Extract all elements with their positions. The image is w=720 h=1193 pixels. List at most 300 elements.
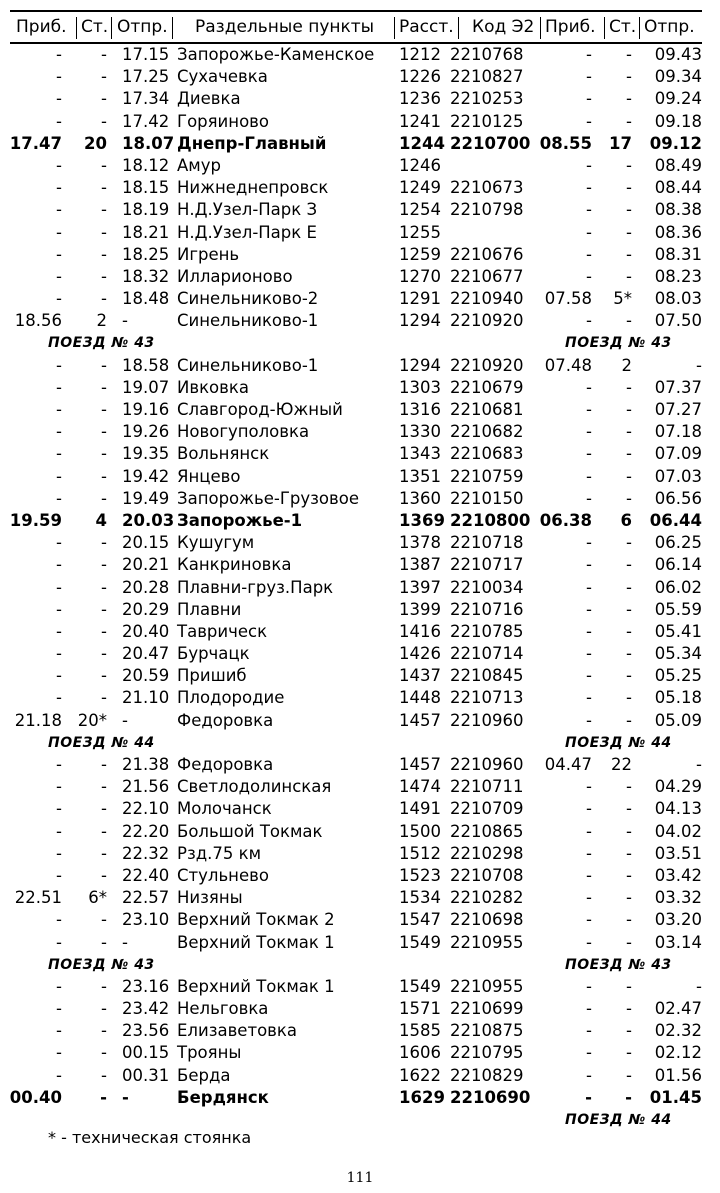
- departure-right-cell: 03.14: [654, 932, 702, 952]
- stop-right-cell: -: [626, 821, 632, 841]
- station-name-cell: Н.Д.Узел-Парк З: [177, 200, 318, 220]
- departure-left-cell: -: [122, 932, 128, 952]
- arrival-right-cell: -: [586, 821, 592, 841]
- header-separator: [111, 17, 112, 39]
- header-code: Код Э2: [472, 17, 535, 37]
- departure-left-cell: 18.19: [122, 200, 170, 220]
- train-number-row: [10, 732, 702, 754]
- arrival-right-cell: -: [586, 400, 592, 419]
- header-departure-left: Отпр.: [117, 17, 168, 37]
- arrival-left-cell: -: [56, 599, 62, 619]
- distance-cell: 1351: [399, 466, 441, 486]
- departure-right-cell: 05.25: [654, 666, 702, 686]
- stop-left-cell: -: [101, 111, 107, 131]
- train-number-right: ПОЕЗД № 44: [565, 1112, 672, 1128]
- station-name-cell: Плодородие: [177, 688, 285, 708]
- station-name-cell: Стульнево: [177, 865, 269, 885]
- esr-code-cell: 2210125: [450, 111, 524, 131]
- arrival-right-cell: -: [586, 932, 592, 952]
- esr-code-cell: 2210709: [450, 799, 524, 819]
- distance-cell: 1291: [399, 289, 441, 309]
- stop-right-cell: 6: [620, 510, 632, 530]
- table-header: [10, 12, 702, 42]
- arrival-left-cell: -: [56, 777, 62, 797]
- station-name-cell: Федоровка: [177, 710, 274, 730]
- distance-cell: 1426: [399, 644, 441, 664]
- stop-left-cell: -: [101, 45, 107, 64]
- departure-right-cell: 08.31: [654, 244, 702, 264]
- arrival-right-cell: -: [586, 999, 592, 1019]
- arrival-left-cell: 19.59: [9, 510, 62, 530]
- departure-right-cell: 09.34: [654, 67, 702, 87]
- distance-cell: 1397: [399, 577, 441, 597]
- departure-left-cell: 21.10: [122, 688, 170, 708]
- departure-left-cell: 17.34: [122, 89, 170, 109]
- header-distance: Расст.: [399, 17, 454, 37]
- departure-right-cell: 09.24: [654, 89, 702, 109]
- stop-right-cell: -: [626, 1065, 632, 1085]
- stop-left-cell: -: [101, 555, 107, 575]
- stop-right-cell: -: [626, 111, 632, 131]
- stop-right-cell: 2: [621, 355, 632, 375]
- header-separator: [394, 17, 395, 39]
- arrival-left-cell: -: [56, 843, 62, 863]
- stop-left-cell: -: [101, 533, 107, 553]
- arrival-left-cell: -: [56, 200, 62, 220]
- distance-cell: 1387: [399, 555, 441, 575]
- stop-right-cell: -: [626, 910, 632, 930]
- stop-left-cell: 20*: [77, 710, 107, 730]
- stop-left-cell: -: [101, 400, 107, 419]
- stop-left-cell: -: [100, 1087, 107, 1107]
- station-name-cell: Рзд.75 км: [177, 843, 262, 863]
- distance-cell: 1369: [399, 510, 445, 530]
- departure-right-cell: -: [696, 755, 702, 774]
- esr-code-cell: 2210718: [450, 533, 524, 553]
- stop-left-cell: 20: [84, 133, 107, 153]
- departure-right-cell: 04.29: [654, 777, 702, 797]
- arrival-right-cell: -: [586, 45, 592, 64]
- arrival-left-cell: -: [56, 377, 62, 397]
- stop-right-cell: -: [626, 67, 632, 87]
- arrival-left-cell: -: [56, 621, 62, 641]
- stop-right-cell: -: [626, 666, 632, 686]
- station-name-cell: Светлодолинская: [177, 777, 332, 797]
- stop-right-cell: -: [626, 377, 632, 397]
- departure-right-cell: 02.47: [654, 999, 702, 1019]
- distance-cell: 1360: [399, 488, 441, 508]
- distance-cell: 1294: [399, 355, 441, 375]
- stop-left-cell: -: [101, 755, 107, 774]
- stop-left-cell: -: [101, 155, 107, 175]
- departure-left-cell: 18.21: [122, 222, 170, 242]
- station-name-cell: Плавни-груз.Парк: [177, 577, 334, 597]
- esr-code-cell: 2210708: [450, 865, 524, 885]
- stop-right-cell: -: [626, 932, 632, 952]
- departure-left-cell: 18.32: [122, 266, 170, 286]
- timetable-row: [10, 1065, 702, 1087]
- esr-code-cell: 2210960: [450, 710, 524, 730]
- distance-cell: 1236: [399, 89, 441, 109]
- departure-left-cell: 23.42: [122, 999, 170, 1019]
- timetable-row: [10, 1042, 702, 1064]
- departure-right-cell: 05.09: [654, 710, 702, 730]
- departure-left-cell: 18.25: [122, 244, 170, 264]
- esr-code-cell: 2210699: [450, 999, 524, 1019]
- timetable-row: [10, 887, 702, 909]
- arrival-left-cell: -: [56, 577, 62, 597]
- stop-left-cell: -: [101, 488, 107, 508]
- arrival-left-cell: -: [56, 266, 62, 286]
- timetable-row: [10, 377, 702, 399]
- arrival-right-cell: -: [586, 466, 592, 486]
- departure-right-cell: 02.12: [654, 1043, 702, 1063]
- arrival-left-cell: -: [56, 999, 62, 1019]
- timetable-row: [10, 909, 702, 931]
- station-name-cell: Большой Токмак: [177, 821, 323, 841]
- esr-code-cell: 2210827: [450, 67, 524, 87]
- distance-cell: 1244: [399, 133, 445, 153]
- stop-left-cell: -: [101, 422, 107, 442]
- departure-right-cell: 08.36: [654, 222, 702, 242]
- esr-code-cell: 2210679: [450, 377, 524, 397]
- arrival-right-cell: -: [586, 155, 592, 175]
- departure-right-cell: 03.42: [654, 865, 702, 885]
- departure-left-cell: 23.10: [122, 910, 170, 930]
- esr-code-cell: 2210920: [450, 355, 524, 375]
- station-name-cell: Молочанск: [177, 799, 272, 819]
- distance-cell: 1629: [399, 1087, 445, 1107]
- arrival-right-cell: -: [586, 777, 592, 797]
- departure-left-cell: 19.16: [122, 400, 170, 419]
- timetable-row: [10, 577, 702, 599]
- stop-right-cell: -: [626, 45, 632, 64]
- arrival-right-cell: -: [586, 843, 592, 863]
- timetable-row: [10, 843, 702, 865]
- departure-right-cell: 05.34: [654, 644, 702, 664]
- distance-cell: 1622: [399, 1065, 441, 1085]
- distance-cell: 1549: [399, 932, 441, 952]
- departure-left-cell: 20.28: [122, 577, 170, 597]
- arrival-left-cell: -: [56, 45, 62, 64]
- arrival-right-cell: -: [586, 644, 592, 664]
- timetable-row: [10, 355, 702, 377]
- esr-code-cell: 2210845: [450, 666, 524, 686]
- departure-right-cell: 03.20: [654, 910, 702, 930]
- header-stop-right: Ст.: [609, 17, 637, 37]
- timetable-row: [10, 1087, 702, 1109]
- station-name-cell: Запорожье-Грузовое: [177, 488, 359, 508]
- arrival-left-cell: -: [56, 910, 62, 930]
- arrival-left-cell: 18.56: [14, 311, 62, 331]
- stop-left-cell: -: [101, 1065, 107, 1085]
- header-arrival-right: Приб.: [545, 17, 596, 37]
- train-number-right: ПОЕЗД № 43: [565, 956, 672, 973]
- distance-cell: 1549: [399, 976, 441, 996]
- arrival-right-cell: -: [586, 666, 592, 686]
- stop-right-cell: -: [626, 865, 632, 885]
- esr-code-cell: 2210683: [450, 444, 524, 464]
- arrival-right-cell: -: [586, 710, 592, 730]
- stop-right-cell: -: [626, 799, 632, 819]
- departure-right-cell: -: [696, 976, 702, 996]
- departure-left-cell: 20.21: [122, 555, 170, 575]
- departure-left-cell: 18.12: [122, 155, 170, 175]
- header-separator: [604, 17, 605, 39]
- timetable-row: [10, 532, 702, 554]
- timetable-row: [10, 199, 702, 221]
- station-name-cell: Канкриновка: [177, 555, 292, 575]
- timetable-row: [10, 865, 702, 887]
- arrival-right-cell: 08.55: [539, 133, 592, 153]
- stop-left-cell: -: [101, 910, 107, 930]
- timetable-row: [10, 155, 702, 177]
- stop-left-cell: -: [101, 1043, 107, 1063]
- arrival-right-cell: -: [586, 444, 592, 464]
- distance-cell: 1500: [399, 821, 441, 841]
- stop-left-cell: 4: [95, 510, 107, 530]
- stop-right-cell: -: [626, 311, 632, 331]
- arrival-left-cell: -: [56, 400, 62, 419]
- stop-right-cell: -: [626, 200, 632, 220]
- header-departure-right: Отпр.: [644, 17, 695, 37]
- arrival-left-cell: -: [56, 1043, 62, 1063]
- stop-left-cell: -: [101, 377, 107, 397]
- stop-left-cell: -: [101, 599, 107, 619]
- timetable-row: [10, 932, 702, 954]
- arrival-right-cell: -: [586, 222, 592, 242]
- arrival-right-cell: -: [586, 266, 592, 286]
- arrival-left-cell: -: [56, 644, 62, 664]
- stop-left-cell: -: [101, 222, 107, 242]
- esr-code-cell: 2210690: [450, 1087, 531, 1107]
- departure-right-cell: 04.13: [654, 799, 702, 819]
- departure-right-cell: 03.32: [654, 888, 702, 908]
- distance-cell: 1212: [399, 45, 441, 64]
- departure-right-cell: 09.18: [654, 111, 702, 131]
- departure-right-cell: 08.23: [654, 266, 702, 286]
- distance-cell: 1316: [399, 400, 441, 419]
- timetable-row: [10, 266, 702, 288]
- distance-cell: 1416: [399, 621, 441, 641]
- departure-right-cell: 01.56: [654, 1065, 702, 1085]
- stop-left-cell: -: [101, 688, 107, 708]
- esr-code-cell: 2210960: [450, 755, 524, 774]
- distance-cell: 1534: [399, 888, 441, 908]
- header-stop-left: Ст.: [81, 17, 109, 37]
- stop-left-cell: -: [101, 999, 107, 1019]
- header-separator: [540, 17, 541, 39]
- esr-code-cell: 2210681: [450, 400, 524, 419]
- esr-code-cell: 2210698: [450, 910, 524, 930]
- footnote: * - техническая стоянка: [48, 1128, 252, 1147]
- timetable-row: [10, 222, 702, 244]
- arrival-right-cell: -: [586, 621, 592, 641]
- departure-right-cell: 08.03: [654, 289, 702, 309]
- timetable-row: [10, 776, 702, 798]
- distance-cell: 1249: [399, 178, 441, 198]
- stop-right-cell: -: [626, 599, 632, 619]
- timetable-row: [10, 310, 702, 332]
- departure-left-cell: 19.49: [122, 488, 170, 508]
- departure-left-cell: 22.40: [122, 865, 170, 885]
- arrival-right-cell: -: [586, 244, 592, 264]
- distance-cell: 1474: [399, 777, 441, 797]
- arrival-left-cell: -: [56, 932, 62, 952]
- station-name-cell: Диевка: [177, 89, 241, 109]
- stop-left-cell: -: [101, 621, 107, 641]
- arrival-right-cell: 04.47: [544, 755, 592, 774]
- timetable-row: [10, 976, 702, 998]
- train-number-left: ПОЕЗД № 43: [48, 335, 155, 352]
- distance-cell: 1303: [399, 377, 441, 397]
- arrival-left-cell: -: [56, 555, 62, 575]
- arrival-left-cell: -: [56, 688, 62, 708]
- arrival-left-cell: -: [56, 821, 62, 841]
- arrival-left-cell: 17.47: [9, 133, 62, 153]
- departure-left-cell: 18.48: [122, 289, 170, 309]
- stop-left-cell: -: [101, 932, 107, 952]
- departure-right-cell: 08.49: [654, 155, 702, 175]
- station-name-cell: Н.Д.Узел-Парк Е: [177, 222, 317, 242]
- timetable-row: [10, 554, 702, 576]
- station-name-cell: Ивковка: [177, 377, 249, 397]
- arrival-left-cell: -: [56, 155, 62, 175]
- departure-left-cell: 20.15: [122, 533, 170, 553]
- arrival-right-cell: -: [586, 1065, 592, 1085]
- stop-right-cell: -: [626, 999, 632, 1019]
- arrival-right-cell: -: [586, 533, 592, 553]
- departure-right-cell: 07.37: [654, 377, 702, 397]
- stop-right-cell: -: [626, 400, 632, 419]
- station-name-cell: Новогуполовка: [177, 422, 310, 442]
- timetable-row: [10, 88, 702, 110]
- stop-right-cell: -: [626, 577, 632, 597]
- arrival-right-cell: -: [586, 1021, 592, 1041]
- station-name-cell: Плавни: [177, 599, 242, 619]
- stop-right-cell: -: [626, 533, 632, 553]
- departure-left-cell: 00.31: [122, 1065, 170, 1085]
- distance-cell: 1294: [399, 311, 441, 331]
- stop-right-cell: -: [626, 244, 632, 264]
- departure-left-cell: 22.32: [122, 843, 170, 863]
- departure-left-cell: 19.42: [122, 466, 170, 486]
- stop-right-cell: -: [626, 466, 632, 486]
- distance-cell: 1457: [399, 755, 441, 774]
- arrival-left-cell: -: [56, 89, 62, 109]
- arrival-left-cell: 00.40: [9, 1087, 62, 1107]
- page-number: 111: [346, 1170, 374, 1186]
- departure-right-cell: 07.09: [654, 444, 702, 464]
- departure-right-cell: 07.50: [654, 311, 702, 331]
- timetable-row: [10, 399, 702, 421]
- distance-cell: 1270: [399, 266, 441, 286]
- stop-left-cell: -: [101, 67, 107, 87]
- stop-right-cell: -: [626, 89, 632, 109]
- stop-left-cell: -: [101, 89, 107, 109]
- timetable-row: [10, 710, 702, 732]
- stop-left-cell: -: [101, 821, 107, 841]
- departure-left-cell: 21.56: [122, 777, 170, 797]
- stop-left-cell: -: [101, 1021, 107, 1041]
- arrival-right-cell: -: [586, 1043, 592, 1063]
- distance-cell: 1523: [399, 865, 441, 885]
- departure-left-cell: 17.15: [122, 45, 170, 64]
- arrival-right-cell: -: [586, 200, 592, 220]
- esr-code-cell: 2210150: [450, 488, 524, 508]
- stop-right-cell: -: [626, 888, 632, 908]
- arrival-right-cell: 07.48: [544, 355, 592, 375]
- arrival-right-cell: 06.38: [539, 510, 592, 530]
- arrival-left-cell: -: [56, 533, 62, 553]
- distance-cell: 1255: [399, 222, 441, 242]
- timetable-row: [10, 821, 702, 843]
- arrival-right-cell: -: [586, 976, 592, 996]
- departure-right-cell: 06.02: [654, 577, 702, 597]
- stop-right-cell: -: [626, 488, 632, 508]
- timetable-row: [10, 1020, 702, 1042]
- stop-left-cell: -: [101, 178, 107, 198]
- departure-right-cell: 06.25: [654, 533, 702, 553]
- arrival-right-cell: -: [586, 555, 592, 575]
- timetable-row: [10, 599, 702, 621]
- stop-right-cell: -: [625, 1087, 632, 1107]
- train-number-right: ПОЕЗД № 43: [565, 335, 672, 352]
- departure-right-cell: 02.32: [654, 1021, 702, 1041]
- station-name-cell: Славгород-Южный: [177, 400, 343, 419]
- departure-right-cell: 08.44: [654, 178, 702, 198]
- stop-right-cell: -: [626, 222, 632, 242]
- esr-code-cell: 2210875: [450, 1021, 524, 1041]
- esr-code-cell: 2210298: [450, 843, 524, 863]
- esr-code-cell: 2210800: [450, 510, 531, 530]
- timetable-row: [10, 111, 702, 133]
- esr-code-cell: 2210716: [450, 599, 524, 619]
- stop-right-cell: -: [626, 843, 632, 863]
- esr-code-cell: 2210785: [450, 621, 524, 641]
- arrival-right-cell: -: [586, 799, 592, 819]
- esr-code-cell: 2210717: [450, 555, 524, 575]
- timetable-row: [10, 687, 702, 709]
- distance-cell: 1343: [399, 444, 441, 464]
- departure-left-cell: -: [122, 710, 128, 730]
- train-number-left: ПОЕЗД № 43: [48, 956, 155, 973]
- header-stations: Раздельные пункты: [195, 17, 375, 37]
- departure-left-cell: 20.03: [122, 510, 175, 530]
- stop-left-cell: 2: [96, 311, 107, 331]
- arrival-left-cell: -: [56, 422, 62, 442]
- arrival-left-cell: -: [56, 488, 62, 508]
- departure-right-cell: 05.18: [654, 688, 702, 708]
- arrival-left-cell: -: [56, 755, 62, 774]
- timetable-row: [10, 998, 702, 1020]
- arrival-left-cell: -: [56, 466, 62, 486]
- esr-code-cell: 2210682: [450, 422, 524, 442]
- station-name-cell: Нижнеднепровск: [177, 178, 329, 198]
- arrival-right-cell: -: [586, 67, 592, 87]
- departure-right-cell: 01.45: [649, 1087, 702, 1107]
- stop-left-cell: -: [101, 666, 107, 686]
- header-separator: [639, 17, 640, 39]
- arrival-left-cell: -: [56, 865, 62, 885]
- esr-code-cell: 2210955: [450, 932, 524, 952]
- departure-left-cell: 19.26: [122, 422, 170, 442]
- arrival-left-cell: -: [56, 222, 62, 242]
- distance-cell: 1512: [399, 843, 441, 863]
- departure-left-cell: 17.25: [122, 67, 170, 87]
- train-number-left: ПОЕЗД № 44: [48, 734, 155, 751]
- arrival-left-cell: -: [56, 67, 62, 87]
